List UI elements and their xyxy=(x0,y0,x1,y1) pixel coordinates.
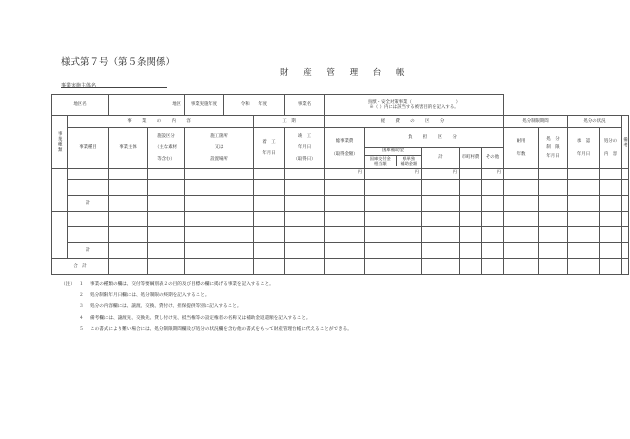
note-number: １ xyxy=(79,282,84,287)
service-life-header: 耐用 年数 xyxy=(504,128,539,169)
yen-unit: 円 xyxy=(325,169,365,180)
note-number: ２ xyxy=(79,293,84,299)
note-text: 処分制限年月日欄には、処分制限の終期を記入すること。 xyxy=(90,293,210,299)
facility-class-header: 施設区分 （主な素材 等含む） xyxy=(148,128,185,169)
district-suffix: 地区 xyxy=(109,95,185,116)
note-number: ３ xyxy=(79,304,84,310)
prefectural-grant-header: 県単独 補助金額 xyxy=(396,155,421,166)
note-number: ５ xyxy=(79,326,84,332)
project-name-label: 事業名 xyxy=(285,95,325,116)
project-type-header: 事業種類 xyxy=(52,116,68,169)
facility-location-header: 施工箇所 又は 設置場所 xyxy=(185,128,254,169)
expense-class-header: 経 費 の 区 分 xyxy=(325,116,504,128)
remarks-header: 備考 xyxy=(622,116,629,169)
municipal-header: 市町村費 xyxy=(460,148,482,169)
project-name-value: 鳥獣・安全対策事業（ ） ※（ ）内には該当する被害目的を記入する。 xyxy=(325,95,504,116)
subtotal-header: 計 xyxy=(422,148,460,169)
note-text: この書式により難い場合には、処分制限期間欄及び処分の状況欄を含む他の書式をもって財産管理台帳に代えることができる。 xyxy=(90,326,352,332)
cost-breakdown-header: 負 担 区 分 xyxy=(365,128,504,148)
note-number: ４ xyxy=(79,315,84,321)
other-header: その他 xyxy=(482,148,504,169)
document-title: 財 産 管 理 台 帳 xyxy=(280,68,411,78)
project-year-value: 令和 年度 xyxy=(224,95,285,116)
property-ledger-table xyxy=(51,94,629,275)
start-date-header: 着 工 年月日 xyxy=(254,128,285,169)
construction-period-header: 工 期 xyxy=(254,116,325,128)
notes-section xyxy=(61,279,352,335)
project-body-header: 事業主体 xyxy=(109,128,148,169)
subtotal-row-label: 計 xyxy=(68,243,109,259)
yen-unit: 円 xyxy=(422,169,460,180)
national-grant-header: 国庫交付金 相当額 xyxy=(365,155,396,166)
note-head: （注） xyxy=(61,282,75,287)
yen-unit: 円 xyxy=(482,169,504,180)
subtotal-row-label: 計 xyxy=(68,196,109,212)
note-item xyxy=(61,279,352,290)
note-item xyxy=(61,290,352,301)
form-number: 様式第７号（第５条関係） xyxy=(61,57,176,68)
note-text: 備考欄には、譲渡先、交換先、貸し付け先、抵当権等の設定権者の名称又は補助金返還額を記入すること。 xyxy=(90,315,311,321)
disposal-status-header: 処分の状況 xyxy=(568,116,622,128)
note-text: 事業の種類の欄は、交付等要綱別表２の目的及び目標の欄に掲げる事業を記入すること。 xyxy=(90,282,274,287)
note-item xyxy=(61,324,352,335)
organization-underline xyxy=(61,87,167,88)
subsidy-header: 国庫補助金 国庫交付金 相当額 県単独 補助金額 xyxy=(365,148,422,169)
total-cost-header: 総事業費 （取得金額） xyxy=(325,128,365,169)
district-name-label: 地区名 xyxy=(52,95,109,116)
header-blank xyxy=(504,95,622,116)
total-row-label: 合 計 xyxy=(52,259,109,275)
project-year-label: 事業実施年度 xyxy=(185,95,224,116)
project-item-header: 事業種目 xyxy=(68,128,109,169)
approval-date-header: 承 認 年月日 xyxy=(568,128,600,169)
disposal-content-header: 処分の 内 容 xyxy=(600,128,622,169)
note-head xyxy=(61,313,79,324)
yen-unit: 円 xyxy=(365,169,422,180)
note-head xyxy=(61,301,79,312)
note-head xyxy=(61,290,79,301)
project-content-header: 事 業 の 内 容 xyxy=(68,116,254,128)
disposal-limit-header: 処分制限期間 xyxy=(504,116,568,128)
completion-date-header: 竣 工 年月日 （取得日） xyxy=(285,128,325,169)
note-head xyxy=(61,324,79,335)
disposal-date-header: 処 分 制 限 年月日 xyxy=(539,128,568,169)
organization-label: 事業実施主体名 xyxy=(61,83,97,89)
note-item xyxy=(61,301,352,312)
note-item xyxy=(61,313,352,324)
note-text: 処分の内容欄には、譲渡、交換、貸付け、担保提供等別に記入すること。 xyxy=(90,304,242,310)
